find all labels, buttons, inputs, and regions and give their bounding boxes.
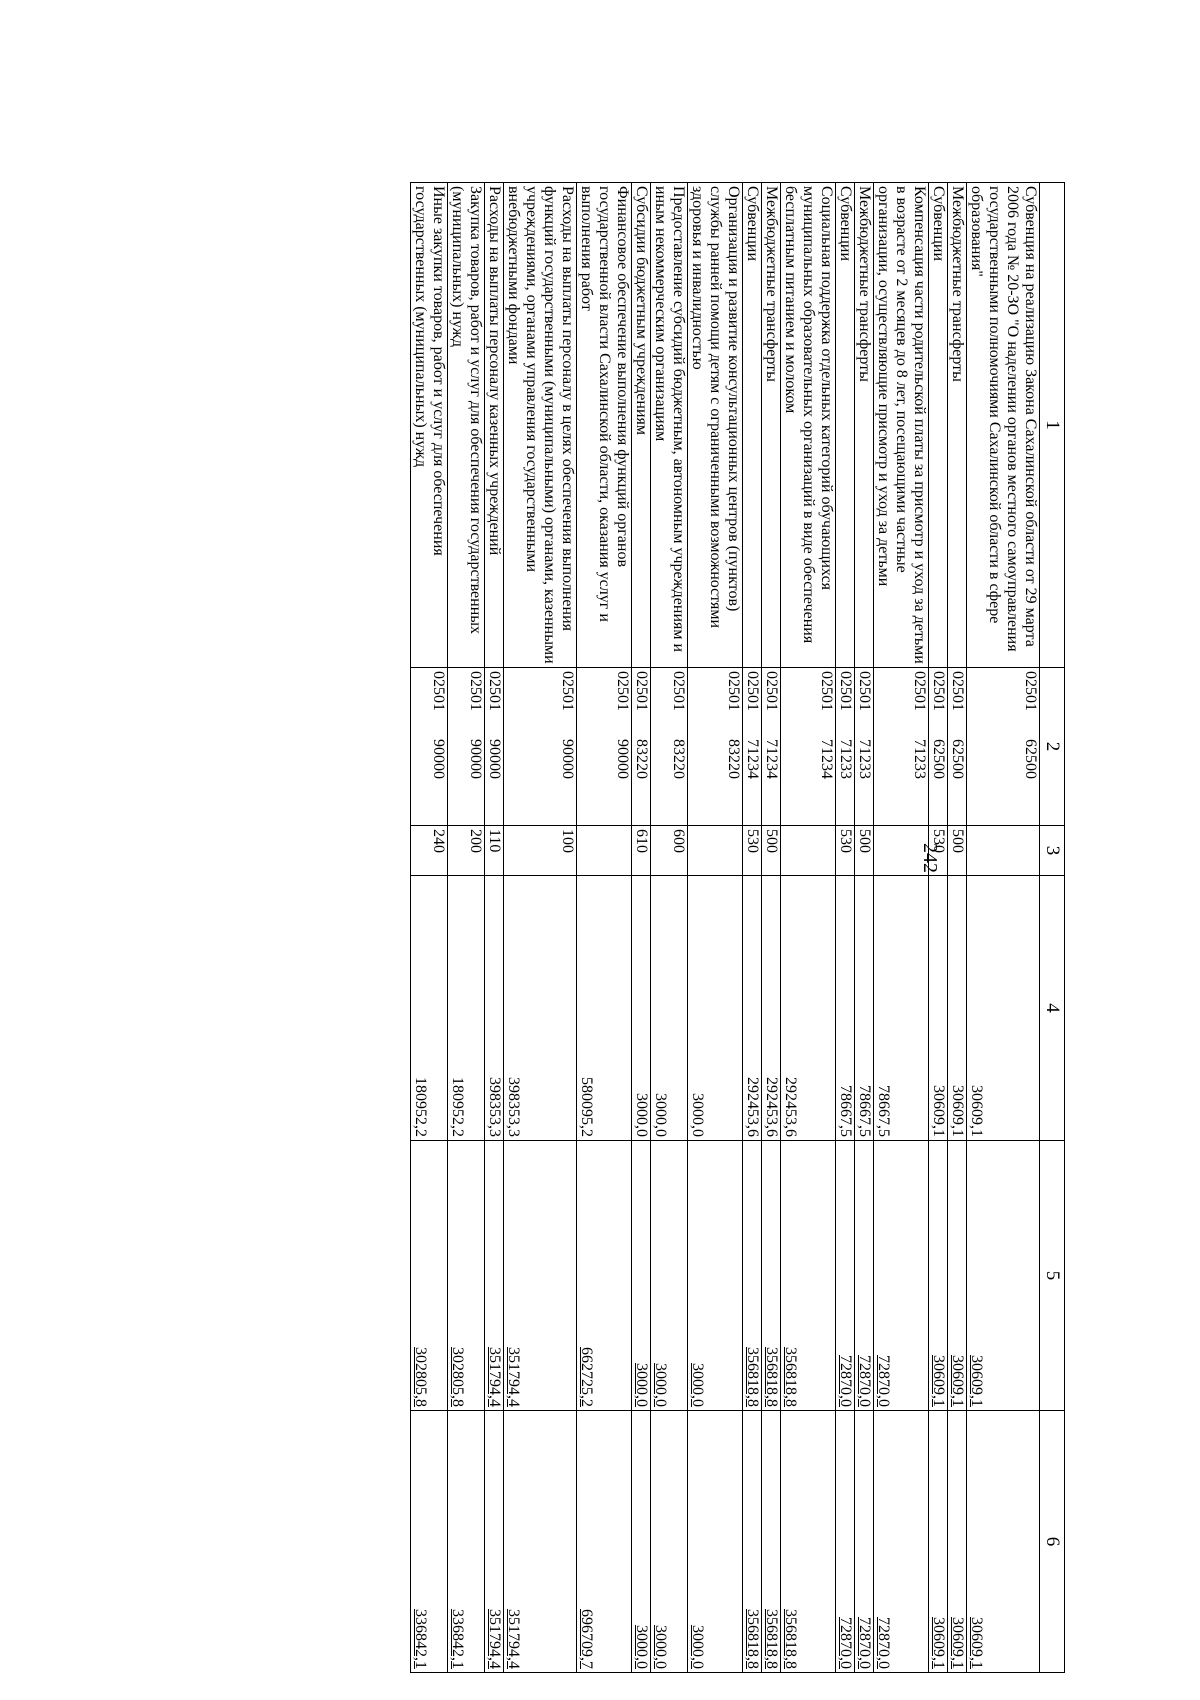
amount-col-6 xyxy=(504,1411,577,1673)
header-col-3: 3 xyxy=(1040,826,1065,876)
article-code-part1: 02501 xyxy=(633,671,650,711)
amount-value: 72870,0 xyxy=(875,1617,892,1669)
article-code-part2: 83220 xyxy=(725,739,742,779)
amount-value: 30609,1 xyxy=(930,1355,947,1407)
target-article xyxy=(485,668,504,826)
article-code-part2: 90000 xyxy=(430,739,447,779)
amount-value: 180952,2 xyxy=(412,1077,429,1137)
amount-col-4 xyxy=(874,876,929,1141)
amount-col-6 xyxy=(651,1411,688,1673)
amount-value: 351794,4 xyxy=(486,1609,503,1669)
target-article xyxy=(577,668,632,826)
amount-value: 72870,0 xyxy=(837,1617,854,1669)
amount-value: 30609,1 xyxy=(968,1617,985,1669)
amount-col-6 xyxy=(836,1411,855,1673)
article-code-part1: 02501 xyxy=(430,671,447,711)
amount-value: 30609,1 xyxy=(930,1617,947,1669)
expense-type xyxy=(967,826,1040,876)
amount-col-4 xyxy=(504,876,577,1141)
article-code-part1: 02501 xyxy=(1022,671,1039,711)
expense-type: 200 xyxy=(448,826,485,876)
amount-col-4 xyxy=(485,876,504,1141)
amount-value: 3000,0 xyxy=(633,1363,650,1407)
amount-value: 30609,1 xyxy=(949,1355,966,1407)
amount-value: 356818,8 xyxy=(782,1609,799,1669)
amount-col-5 xyxy=(411,1141,448,1411)
amount-col-4 xyxy=(855,876,874,1141)
article-code-part1: 02501 xyxy=(949,671,966,711)
amount-value: 336842,1 xyxy=(449,1609,466,1669)
amount-value: 30609,1 xyxy=(930,1085,947,1137)
amount-value: 580095,2 xyxy=(578,1077,595,1137)
amount-value: 351794,4 xyxy=(505,1347,522,1407)
amount-col-6 xyxy=(448,1411,485,1673)
header-col-6: 6 xyxy=(1040,1411,1065,1673)
amount-value: 30609,1 xyxy=(949,1085,966,1137)
expense-type: 500 xyxy=(948,826,967,876)
amount-col-6 xyxy=(485,1411,504,1673)
amount-value: 356818,8 xyxy=(763,1609,780,1669)
amount-col-4 xyxy=(448,876,485,1141)
target-article xyxy=(411,668,448,826)
amount-col-4 xyxy=(967,876,1040,1141)
target-article xyxy=(836,668,855,826)
amount-col-4 xyxy=(688,876,743,1141)
target-article xyxy=(688,668,743,826)
expense-type xyxy=(577,826,632,876)
amount-col-5 xyxy=(855,1141,874,1411)
table-row xyxy=(577,183,632,1673)
target-article xyxy=(762,668,781,826)
expense-type xyxy=(874,826,929,876)
amount-col-5 xyxy=(948,1141,967,1411)
article-code-part1: 02501 xyxy=(725,671,742,711)
expense-type: 530 xyxy=(836,826,855,876)
amount-col-4 xyxy=(411,876,448,1141)
table-row xyxy=(743,183,762,1673)
amount-col-4 xyxy=(632,876,651,1141)
amount-col-6 xyxy=(948,1411,967,1673)
amount-value: 356818,8 xyxy=(744,1609,761,1669)
table-row xyxy=(651,183,688,1673)
amount-value: 30609,1 xyxy=(949,1617,966,1669)
table-row xyxy=(781,183,836,1673)
amount-value: 3000,0 xyxy=(652,1093,669,1137)
target-article xyxy=(781,668,836,826)
target-article xyxy=(743,668,762,826)
article-code-part2: 71234 xyxy=(744,739,761,779)
amount-col-5 xyxy=(688,1141,743,1411)
row-name: Расходы на выплаты персоналу казенных учреждений xyxy=(485,183,504,668)
article-code-part1: 02501 xyxy=(744,671,761,711)
article-code-part2: 83220 xyxy=(670,739,687,779)
expense-type xyxy=(688,826,743,876)
amount-value: 72870,0 xyxy=(856,1617,873,1669)
row-name: Социальная поддержка отдельных категорий обучающихся муниципальных образовательных организаций в виде обеспечения бесплатным питанием и молоком xyxy=(781,183,836,668)
amount-value: 3000,0 xyxy=(652,1363,669,1407)
amount-value: 72870,0 xyxy=(837,1355,854,1407)
article-code-part2: 62500 xyxy=(930,739,947,779)
expense-type: 500 xyxy=(762,826,781,876)
amount-col-5 xyxy=(448,1141,485,1411)
amount-value: 292453,6 xyxy=(763,1077,780,1137)
amount-col-6 xyxy=(743,1411,762,1673)
amount-col-4 xyxy=(781,876,836,1141)
article-code-part1: 02501 xyxy=(486,671,503,711)
amount-col-5 xyxy=(577,1141,632,1411)
page-number: 242 xyxy=(919,843,941,873)
row-name: Субвенции xyxy=(743,183,762,668)
target-article xyxy=(967,668,1040,826)
table-row xyxy=(836,183,855,1673)
amount-value: 180952,2 xyxy=(449,1077,466,1137)
article-code-part1: 02501 xyxy=(670,671,687,711)
amount-col-6 xyxy=(411,1411,448,1673)
expense-type: 110 xyxy=(485,826,504,876)
amount-col-4 xyxy=(762,876,781,1141)
table-row xyxy=(504,183,577,1673)
amount-col-5 xyxy=(781,1141,836,1411)
row-name: Субвенции xyxy=(929,183,948,668)
row-name: Субсидии бюджетным учреждениям xyxy=(632,183,651,668)
article-code-part2: 90000 xyxy=(559,739,576,779)
amount-col-5 xyxy=(929,1141,948,1411)
amount-col-5 xyxy=(504,1141,577,1411)
amount-col-5 xyxy=(836,1141,855,1411)
amount-col-5 xyxy=(651,1141,688,1411)
amount-value: 356818,8 xyxy=(744,1347,761,1407)
article-code-part2: 71234 xyxy=(818,739,835,779)
article-code-part1: 02501 xyxy=(837,671,854,711)
amount-col-4 xyxy=(948,876,967,1141)
amount-value: 292453,6 xyxy=(744,1077,761,1137)
target-article xyxy=(632,668,651,826)
row-name: Закупка товаров, работ и услуг для обеспечения государственных (муниципальных) нужд xyxy=(448,183,485,668)
target-article xyxy=(874,668,929,826)
article-code-part2: 90000 xyxy=(486,739,503,779)
article-code-part2: 90000 xyxy=(614,739,631,779)
article-code-part2: 71234 xyxy=(763,739,780,779)
amount-value: 30609,1 xyxy=(968,1355,985,1407)
amount-value: 72870,0 xyxy=(856,1355,873,1407)
budget-table xyxy=(410,182,1065,1673)
row-name: Межбюджетные трансферты xyxy=(855,183,874,668)
row-name: Иные закупки товаров, работ и услуг для обеспечения государственных (муниципальных) нужд xyxy=(411,183,448,668)
amount-col-6 xyxy=(577,1411,632,1673)
amount-value: 78667,5 xyxy=(856,1085,873,1137)
expense-type: 530 xyxy=(743,826,762,876)
article-code-part1: 02501 xyxy=(930,671,947,711)
article-code-part2: 62500 xyxy=(1022,739,1039,779)
budget-table-rotated xyxy=(80,182,1065,1672)
article-code-part1: 02501 xyxy=(559,671,576,711)
amount-col-6 xyxy=(781,1411,836,1673)
row-name: Организация и развитие консультационных центров (пунктов) службы ранней помощи детям с ограниченными возможностями здоровья и инвалидностью xyxy=(688,183,743,668)
header-col-5: 5 xyxy=(1040,1141,1065,1411)
amount-value: 292453,6 xyxy=(782,1077,799,1137)
amount-value: 3000,0 xyxy=(633,1093,650,1137)
article-code-part1: 02501 xyxy=(467,671,484,711)
amount-value: 3000,0 xyxy=(633,1625,650,1669)
amount-value: 351794,4 xyxy=(486,1347,503,1407)
amount-col-4 xyxy=(651,876,688,1141)
expense-type: 610 xyxy=(632,826,651,876)
amount-value: 78667,5 xyxy=(875,1085,892,1137)
table-row xyxy=(688,183,743,1673)
article-code-part1: 02501 xyxy=(856,671,873,711)
expense-type: 240 xyxy=(411,826,448,876)
row-name: Расходы на выплаты персоналу в целях обеспечения выполнения функций государственными (муниципальными) органами, казенными учреждениями, органами управления государственными внебюджетными фондами xyxy=(504,183,577,668)
amount-value: 336842,1 xyxy=(412,1609,429,1669)
table-row xyxy=(448,183,485,1673)
target-article xyxy=(929,668,948,826)
amount-value: 302805,8 xyxy=(412,1347,429,1407)
table-row xyxy=(967,183,1040,1673)
amount-col-4 xyxy=(836,876,855,1141)
amount-col-6 xyxy=(967,1411,1040,1673)
target-article xyxy=(948,668,967,826)
article-code-part2: 71233 xyxy=(837,739,854,779)
header-row xyxy=(1040,183,1065,1673)
article-code-part1: 02501 xyxy=(818,671,835,711)
amount-value: 3000,0 xyxy=(689,1625,706,1669)
amount-col-6 xyxy=(762,1411,781,1673)
amount-col-5 xyxy=(485,1141,504,1411)
target-article xyxy=(855,668,874,826)
amount-value: 78667,5 xyxy=(837,1085,854,1137)
article-code-part1: 02501 xyxy=(763,671,780,711)
table-row xyxy=(762,183,781,1673)
amount-value: 356818,8 xyxy=(763,1347,780,1407)
target-article xyxy=(651,668,688,826)
table-row xyxy=(929,183,948,1673)
amount-value: 351794,4 xyxy=(505,1609,522,1669)
row-name: Межбюджетные трансферты xyxy=(948,183,967,668)
row-name: Субвенции xyxy=(836,183,855,668)
amount-col-5 xyxy=(967,1141,1040,1411)
amount-value: 398353,3 xyxy=(505,1077,522,1137)
expense-type: 530 xyxy=(929,826,948,876)
header-col-1: 1 xyxy=(1040,183,1065,668)
row-name: Компенсация части родительской платы за присмотр и уход за детьми в возрасте от 2 месяцев до 8 лет, посещающими частные организации, осуществляющие присмотр и уход за детьми xyxy=(874,183,929,668)
amount-value: 72870,0 xyxy=(875,1355,892,1407)
target-article xyxy=(448,668,485,826)
article-code-part2: 71233 xyxy=(911,739,928,779)
amount-col-4 xyxy=(929,876,948,1141)
amount-col-6 xyxy=(688,1411,743,1673)
amount-col-4 xyxy=(743,876,762,1141)
expense-type: 600 xyxy=(651,826,688,876)
amount-value: 302805,8 xyxy=(449,1347,466,1407)
amount-col-5 xyxy=(743,1141,762,1411)
article-code-part2: 83220 xyxy=(633,739,650,779)
table-row xyxy=(632,183,651,1673)
amount-value: 30609,1 xyxy=(968,1085,985,1137)
table-body xyxy=(411,183,1040,1673)
article-code-part2: 90000 xyxy=(467,739,484,779)
header-col-4: 4 xyxy=(1040,876,1065,1141)
amount-col-6 xyxy=(929,1411,948,1673)
amount-value: 356818,8 xyxy=(782,1347,799,1407)
amount-col-6 xyxy=(874,1411,929,1673)
amount-col-4 xyxy=(577,876,632,1141)
article-code-part1: 02501 xyxy=(614,671,631,711)
amount-col-5 xyxy=(874,1141,929,1411)
article-code-part2: 62500 xyxy=(949,739,966,779)
expense-type xyxy=(781,826,836,876)
row-name: Межбюджетные трансферты xyxy=(762,183,781,668)
expense-type: 100 xyxy=(504,826,577,876)
row-name: Субвенция на реализацию Закона Сахалинской области от 29 марта 2006 года № 20-ЗО "О наделении органов местного самоуправления государственными полномочиями Сахалинской области в сфере образования" xyxy=(967,183,1040,668)
table-row xyxy=(411,183,448,1673)
amount-col-5 xyxy=(632,1141,651,1411)
expense-type: 500 xyxy=(855,826,874,876)
table-row xyxy=(855,183,874,1673)
amount-value: 3000,0 xyxy=(689,1093,706,1137)
amount-col-6 xyxy=(632,1411,651,1673)
amount-value: 3000,0 xyxy=(689,1363,706,1407)
row-name: Финансовое обеспечение выполнения функций органов государственной власти Сахалинской области, оказания услуг и выполнения работ xyxy=(577,183,632,668)
amount-value: 398353,3 xyxy=(486,1077,503,1137)
header-col-2: 2 xyxy=(1040,668,1065,826)
amount-col-5 xyxy=(762,1141,781,1411)
amount-col-6 xyxy=(855,1411,874,1673)
amount-value: 662725,2 xyxy=(578,1347,595,1407)
target-article xyxy=(504,668,577,826)
table-row xyxy=(948,183,967,1673)
table-row xyxy=(874,183,929,1673)
article-code-part1: 02501 xyxy=(911,671,928,711)
amount-value: 3000,0 xyxy=(652,1625,669,1669)
article-code-part2: 71233 xyxy=(856,739,873,779)
table-row xyxy=(485,183,504,1673)
row-name: Предоставление субсидий бюджетным, автономным учреждениям и иным некоммерческим организациям xyxy=(651,183,688,668)
amount-value: 696709,7 xyxy=(578,1609,595,1669)
